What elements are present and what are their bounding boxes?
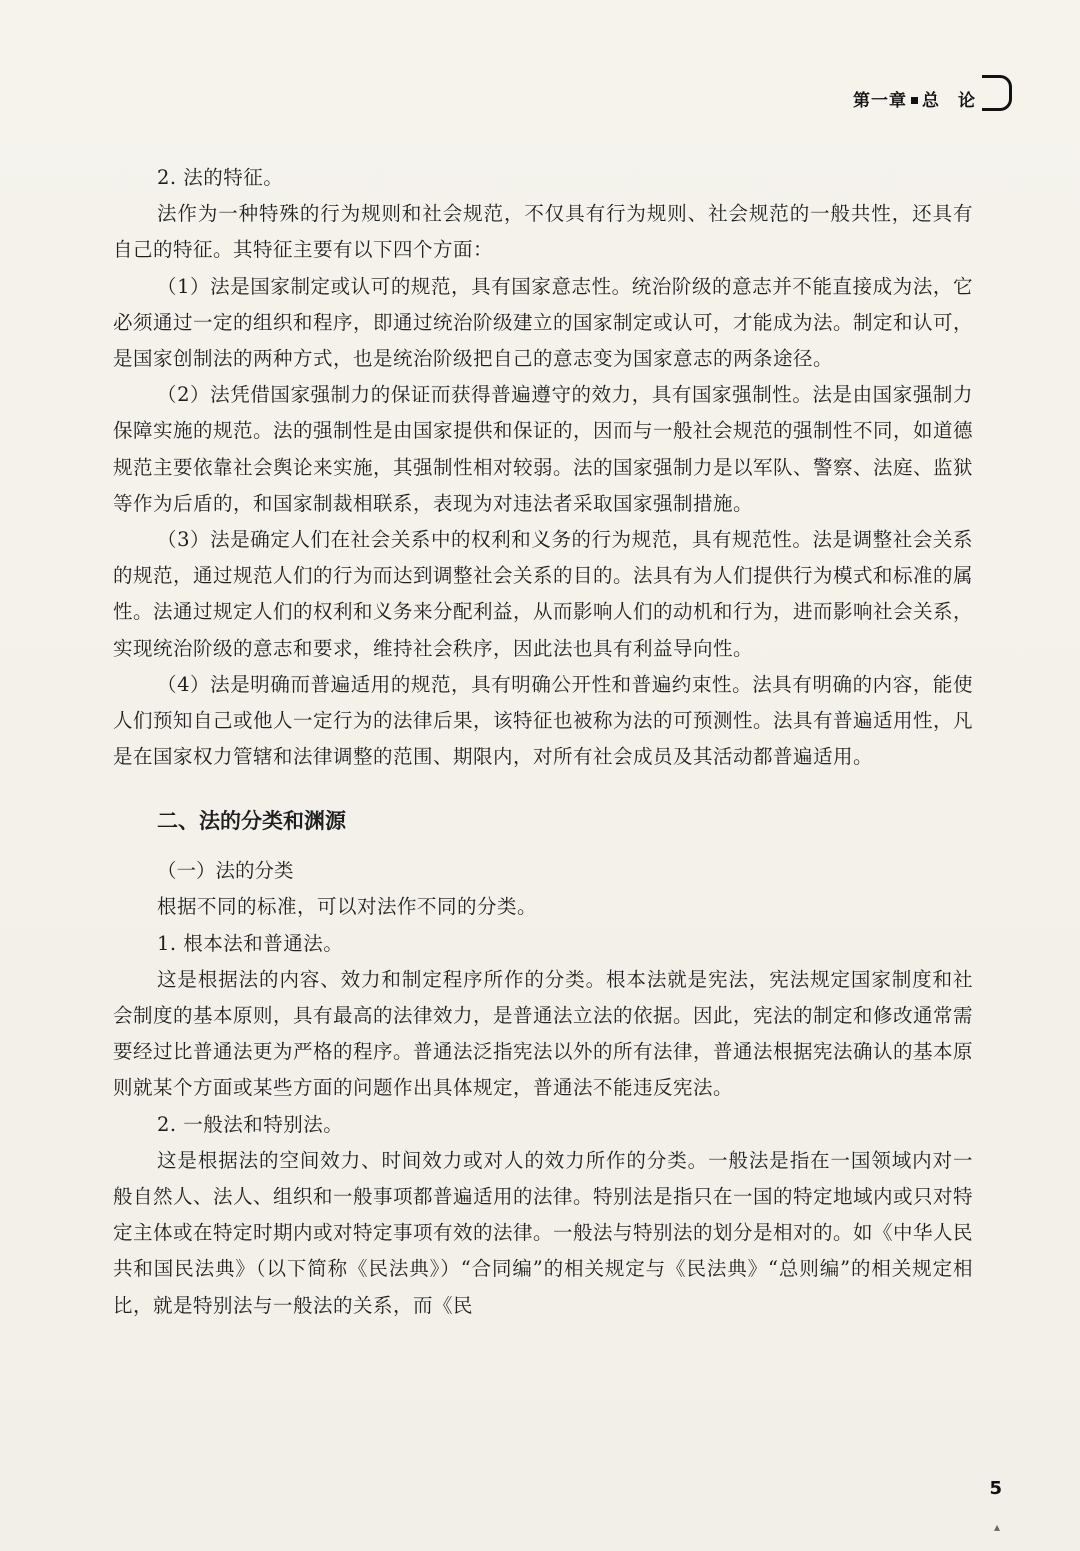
paragraph-feature-3: （3）法是确定人们在社会关系中的权利和义务的行为规范，具有规范性。法是调整社会关系的规范，通过规范人们的行为而达到调整社会关系的目的。法具有为人们提供行为模式和标准的属性。法通过规定人们的权利和义务来分配利益，从而影响人们的动机和行为，进而影响社会关系，实现统治阶级的意志和要求，维持社会秩序，因此法也具有利益导向性。	[113, 528, 974, 660]
paragraph-fundamental-law: 这是根据法的内容、效力和制定程序所作的分类。根本法就是宪法，宪法规定国家制度和社会制度的基本原则，具有最高的法律效力，是普通法立法的依据。因此，宪法的制定和修改通常需要经过比普通法更为严格的程序。普通法泛指宪法以外的所有法律，普通法根据宪法确认的基本原则就某个方面或某些方面的问题作出具体规定，普通法不能违反宪法。	[113, 967, 974, 1100]
page-body	[113, 160, 973, 1324]
paragraph-classification-intro: 根据不同的标准，可以对法作不同的分类。	[157, 895, 538, 919]
paragraph-feature-2: （2）法凭借国家强制力的保证而获得普遍遵守的效力，具有国家强制性。法是由国家强制力保障实施的规范。法的强制性是由国家提供和保证的，因而与一般社会规范的强制性不同，如道德规范主要依靠社会舆论来实施，其强制性相对较弱。法的国家强制力是以军队、警察、法庭、监狱等作为后盾的，和国家制裁相联系，表现为对违法者采取国家强制措施。	[113, 383, 974, 515]
scan-speck-icon: ▴	[993, 1520, 1000, 1534]
chapter-bracket-icon	[982, 75, 1012, 111]
running-header	[853, 72, 1012, 111]
header-bullet-icon	[911, 97, 918, 104]
paragraph-heading-general-special: 2. 一般法和特别法。	[157, 1112, 344, 1136]
paragraph-intro: 法作为一种特殊的行为规则和社会规范，不仅具有行为规则、社会规范的一般共性，还具有自己的特征。其特征主要有以下四个方面：	[113, 202, 973, 262]
paragraph-general-special-law: 这是根据法的空间效力、时间效力或对人的效力所作的分类。一般法是指在一国领域内对一般自然人、法人、组织和一般事项都普遍适用的法律。特别法是指只在一国的特定地域内或只对特定主体或在特定时期内或对特定事项有效的法律。一般法与特别法的划分是相对的。如《中华人民共和国民法典》（以下简称《民法典》）“合同编”的相关规定与《民法典》“总则编”的相关规定相比，就是特别法与一般法的关系，而《民	[113, 1148, 974, 1317]
header-title: 总 论	[922, 91, 976, 111]
section-heading: 二、法的分类和渊源	[157, 809, 346, 834]
header-chapter: 第一章	[853, 91, 907, 111]
paragraph-feature-4: （4）法是明确而普遍适用的规范，具有明确公开性和普遍约束性。法具有明确的内容，能使人们预知自己或他人一定行为的法律后果，该特征也被称为法的可预测性。法具有普遍适用性，凡是在国家权力管辖和法律调整的范围、期限内，对所有社会成员及其活动都普遍适用。	[113, 672, 974, 769]
paragraph-feature-1: （1）法是国家制定或认可的规范，具有国家意志性。统治阶级的意志并不能直接成为法，它必须通过一定的组织和程序，即通过统治阶级建立的国家制定或认可，才能成为法。制定和认可，是国家创制法的两种方式，也是统治阶级把自己的意志变为国家意志的两条途径。	[113, 274, 974, 371]
paragraph-heading-features: 2. 法的特征。	[157, 166, 284, 189]
header-text	[853, 86, 976, 111]
paragraph-heading-fundamental: 1. 根本法和普通法。	[157, 931, 344, 955]
page-number: 5	[989, 1478, 1002, 1499]
subsection-heading: （一）法的分类	[157, 859, 294, 883]
